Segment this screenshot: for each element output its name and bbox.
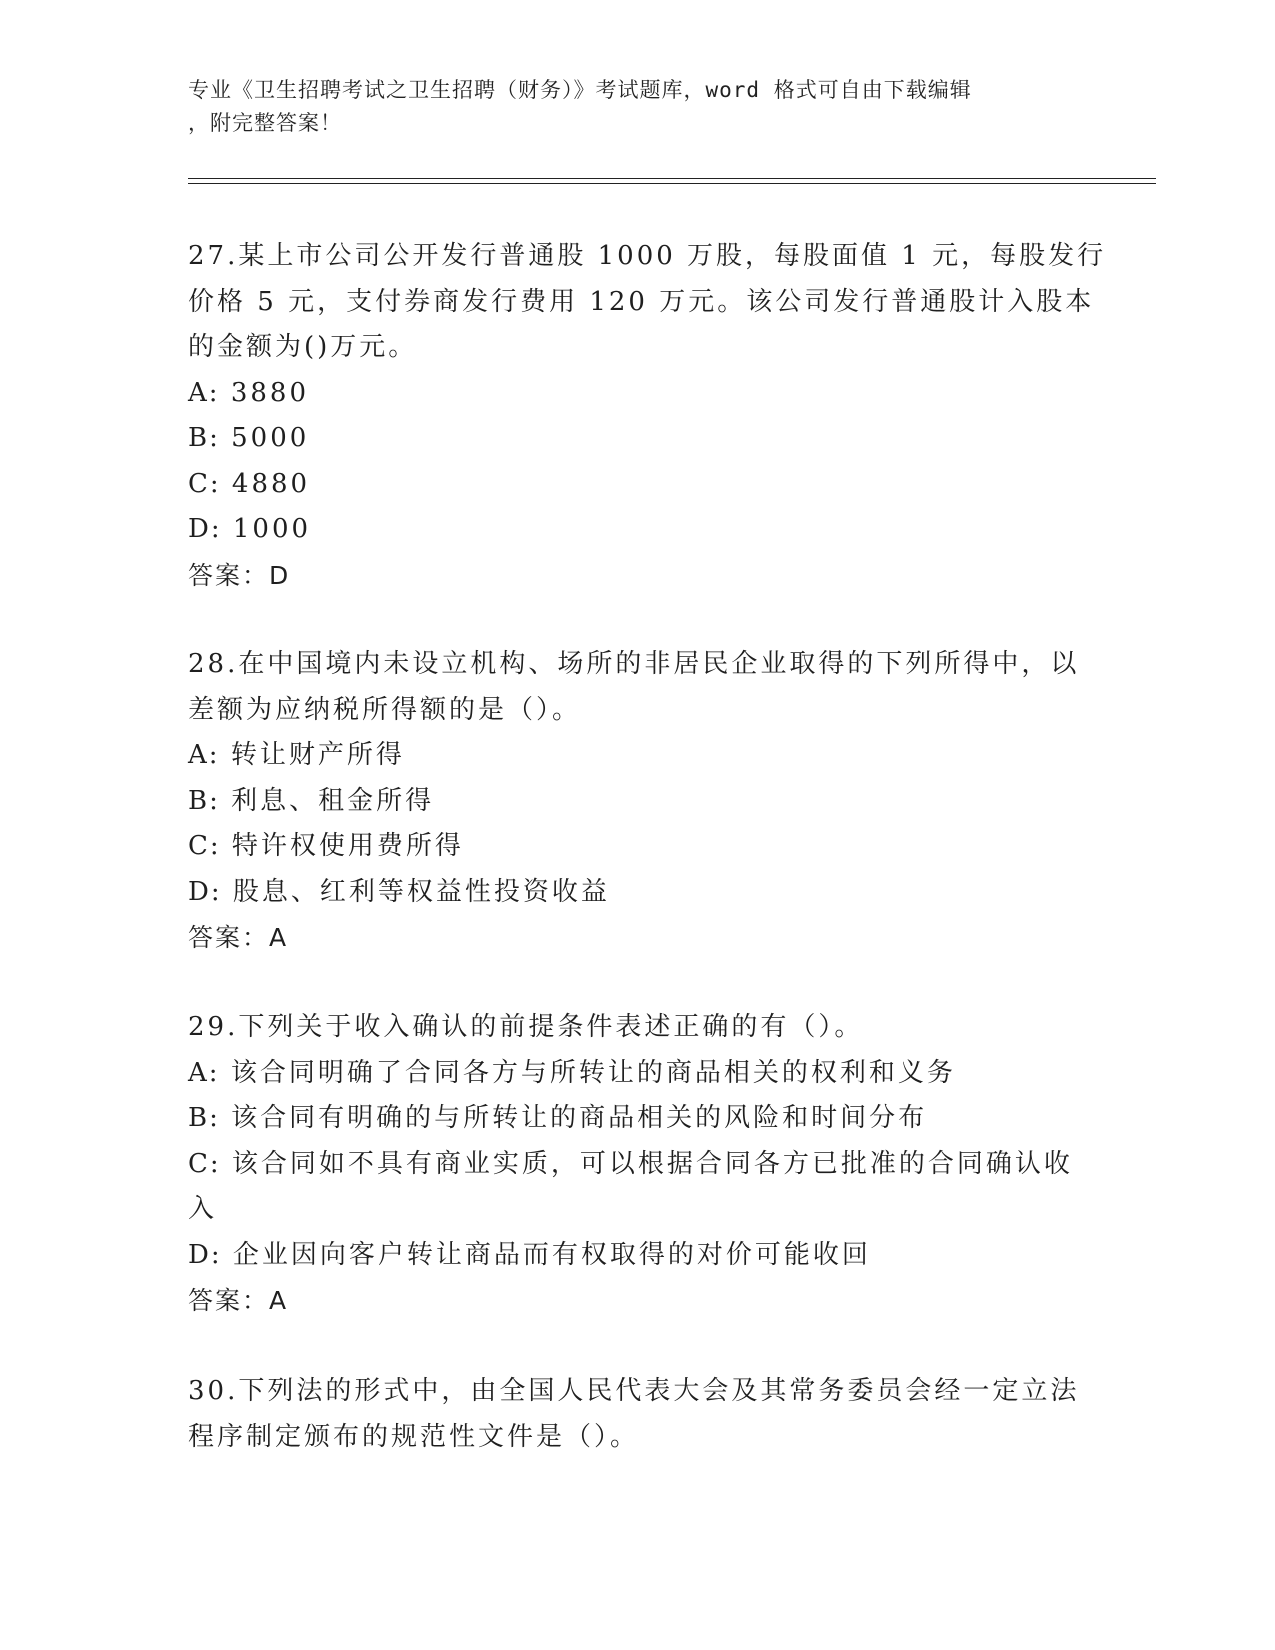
option-key: B: <box>188 423 220 453</box>
answer-label: 答案：A <box>188 923 289 952</box>
option-text: 利息、租金所得 <box>231 785 435 816</box>
option-text: 企业因向客户转让商品而有权取得的对价可能收回 <box>232 1239 871 1270</box>
option-c <box>188 824 1088 870</box>
answer-label: 答案：A <box>188 1286 289 1315</box>
option-key: C: <box>188 468 221 499</box>
stem-line: 29.下列关于收入确认的前提条件表述正确的有（）。 <box>188 1012 864 1042</box>
option-b <box>188 779 1088 825</box>
option-b <box>188 1096 1088 1142</box>
option-key: A: <box>188 1057 220 1088</box>
option-key: B: <box>188 785 220 816</box>
stem-line: 的金额为()万元。 <box>188 332 418 362</box>
question-30 <box>188 1369 1088 1460</box>
option-d <box>188 507 1088 553</box>
option-b <box>188 416 1088 462</box>
option-key: C: <box>188 1148 221 1179</box>
option-text: 转让财产所得 <box>230 740 405 770</box>
stem-line: 30.下列法的形式中，由全国人民代表大会及其常务委员会经一定立法 <box>188 1376 1080 1406</box>
question-28 <box>188 642 1088 961</box>
option-text: 该合同如不具有商业实质，可以根据合同各方已批准的合同确认收 <box>231 1148 1073 1179</box>
stem-line: 差额为应纳税所得额的是（）。 <box>188 694 582 725</box>
option-text: 1000 <box>232 514 312 544</box>
option-key: D: <box>188 514 222 544</box>
stem-line: 28.在中国境内未设立机构、场所的非居民企业取得的下列所得中，以 <box>188 649 1080 679</box>
stem-line: 价格 5 元，支付券商发行费用 120 万元。该公司发行普通股计入股本 <box>188 286 1095 317</box>
option-d <box>188 1233 1088 1279</box>
question-stem <box>188 1369 1088 1460</box>
header-divider-top <box>188 178 1156 179</box>
option-d <box>188 870 1088 916</box>
option-c <box>188 462 1088 508</box>
option-text-continuation: 入 <box>188 1194 218 1224</box>
option-c <box>188 1142 1088 1233</box>
option-text: 特许权使用费所得 <box>231 831 464 861</box>
option-key: D: <box>188 1239 222 1270</box>
answer-label: 答案：D <box>188 560 291 590</box>
option-a <box>188 371 1088 417</box>
option-key: C: <box>188 831 221 861</box>
option-key: A: <box>188 740 220 770</box>
option-a <box>188 733 1088 779</box>
header-line-1: 专业《卫生招聘考试之卫生招聘（财务）》考试题库，word 格式可自由下载编辑 <box>188 78 972 102</box>
question-29 <box>188 1005 1088 1324</box>
question-27 <box>188 234 1107 598</box>
option-text: 4880 <box>231 468 311 499</box>
header-line-2: ，附完整答案！ <box>188 111 342 135</box>
option-text: 该合同有明确的与所转让的商品相关的风险和时间分布 <box>231 1103 928 1133</box>
option-text: 5000 <box>231 423 310 453</box>
question-stem <box>188 642 1088 733</box>
option-a <box>188 1051 1088 1097</box>
option-text: 股息、红利等权益性投资收益 <box>232 876 610 907</box>
option-text: 该合同明确了合同各方与所转让的商品相关的权利和义务 <box>230 1057 956 1088</box>
option-key: D: <box>188 876 222 907</box>
stem-line: 程序制定颁布的规范性文件是（）。 <box>188 1421 640 1452</box>
option-text: 3880 <box>230 377 309 408</box>
document-header <box>188 74 1088 140</box>
option-key: A: <box>188 377 220 408</box>
header-divider-bottom <box>188 183 1156 184</box>
stem-line: 27.某上市公司公开发行普通股 1000 万股，每股面值 1 元，每股发行 <box>188 241 1107 271</box>
question-stem <box>188 234 1107 371</box>
question-stem <box>188 1005 1088 1051</box>
option-key: B: <box>188 1103 220 1133</box>
